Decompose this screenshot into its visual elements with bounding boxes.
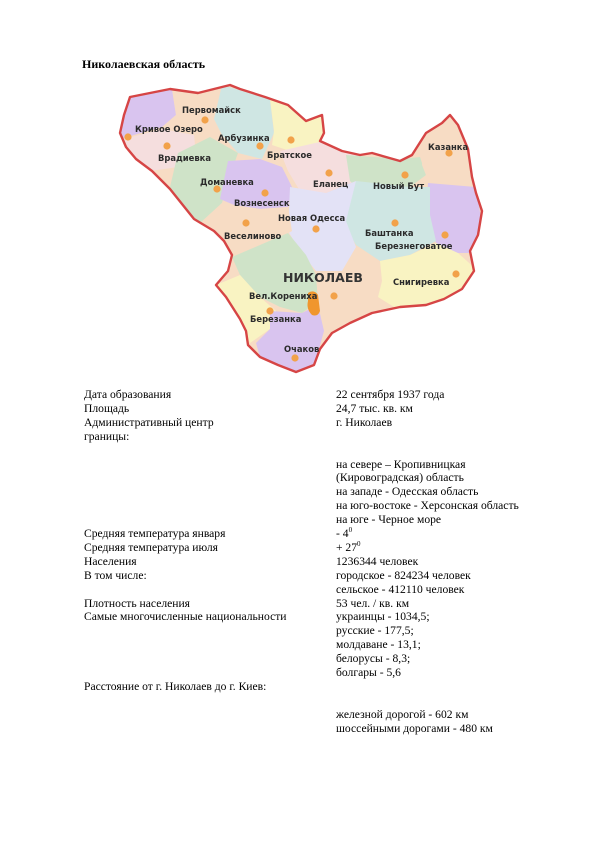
city-label: Арбузинка (218, 133, 270, 143)
info-value-text: на юге - Черное море (336, 513, 442, 527)
info-value-text: болгары - 5,6 (336, 666, 401, 680)
city-label: Первомайск (182, 105, 241, 115)
degree-superscript: 0 (357, 539, 361, 548)
info-label (84, 513, 336, 527)
info-row (84, 624, 554, 638)
city-dot (291, 354, 298, 361)
city-dot (401, 171, 408, 178)
city-dot (261, 189, 268, 196)
info-row (84, 722, 554, 736)
spacer (84, 444, 554, 458)
info-value-text: - 4 (336, 527, 349, 541)
info-label (84, 583, 336, 597)
info-value-text: русские - 177,5; (336, 624, 414, 638)
info-label: Средняя температура января (84, 527, 226, 541)
info-value (336, 555, 554, 569)
info-value (336, 610, 554, 624)
info-value (336, 402, 554, 416)
info-row (84, 555, 554, 569)
city-label: Вел.Корениха (249, 291, 318, 301)
city-label: Казанка (428, 142, 469, 152)
city-dot (256, 142, 263, 149)
info-value (336, 541, 554, 555)
info-value-text: белорусы - 8,3; (336, 652, 411, 666)
info-value (336, 527, 554, 541)
info-label (84, 499, 336, 513)
info-value (336, 624, 554, 638)
city-label: Доманевка (200, 177, 254, 187)
city-dot (242, 219, 249, 226)
info-value-text: городское - 824234 человек (336, 568, 471, 582)
info-value-text: (Кировоградская) область (336, 471, 464, 485)
city-dot (325, 169, 332, 176)
city-label: Кривое Озеро (135, 124, 203, 134)
city-label: Снигиревка (393, 277, 450, 287)
city-label: Веселиново (224, 231, 282, 241)
city-dot (312, 225, 319, 232)
city-dot (124, 133, 131, 140)
info-value (336, 471, 554, 485)
info-value-text: 53 чел. / кв. км (336, 596, 410, 610)
info-value (336, 388, 554, 402)
info-row (84, 458, 554, 472)
city-dot (287, 136, 294, 143)
region-map (110, 75, 490, 385)
degree-superscript: 0 (348, 526, 353, 535)
info-value-text: на западе - Одесская область (336, 485, 479, 499)
info-value-text: сельское - 412110 человек (336, 582, 465, 596)
city-label: Вознесенск (234, 198, 290, 208)
info-value (336, 722, 554, 736)
info-label: Населения (84, 554, 137, 568)
info-row (84, 652, 554, 666)
page-title: Николаевская область (82, 57, 206, 71)
info-value (336, 583, 554, 597)
capital-label: НИКОЛАЕВ (283, 270, 363, 285)
info-row (84, 583, 554, 597)
city-dot (163, 142, 170, 149)
info-row (84, 666, 554, 680)
city-label: Баштанка (365, 228, 414, 238)
info-value-text: 1236344 человек (336, 554, 419, 568)
info-row (84, 610, 554, 624)
info-label: Расстояние от г. Николаев до г. Киев: (84, 680, 267, 694)
info-row (84, 541, 554, 555)
info-label (84, 624, 336, 638)
info-value (336, 597, 554, 611)
info-value-text: железной дорогой - 602 км (336, 707, 469, 721)
info-row (84, 513, 554, 527)
map-regions (110, 75, 490, 385)
info-row (84, 680, 554, 694)
city-label: Березанка (250, 314, 302, 324)
info-value-text: шоссейными дорогами - 480 км (336, 721, 493, 735)
info-value (336, 416, 554, 430)
city-dot (441, 231, 448, 238)
info-label (84, 708, 336, 722)
info-row (84, 597, 554, 611)
info-value-text: украинцы - 1034,5; (336, 610, 430, 624)
city-dot (391, 219, 398, 226)
spacer (84, 694, 554, 708)
info-row (84, 569, 554, 583)
info-value (336, 458, 554, 472)
info-row (84, 416, 554, 430)
info-row (84, 485, 554, 499)
info-value (336, 485, 554, 499)
city-label: Очаков (284, 344, 320, 354)
info-value (336, 638, 554, 652)
city-dot (330, 292, 337, 299)
info-value-text: г. Николаев (336, 415, 393, 429)
info-row (84, 708, 554, 722)
info-value (336, 708, 554, 722)
info-label (84, 485, 336, 499)
info-value-text: 22 сентября 1937 года (336, 388, 445, 401)
info-label (84, 458, 336, 472)
map-svg (110, 75, 490, 385)
info-value (336, 652, 554, 666)
city-label: Братское (267, 150, 312, 160)
info-row (84, 527, 554, 541)
city-dot (201, 116, 208, 123)
info-row (84, 499, 554, 513)
info-value (336, 499, 554, 513)
info-label (84, 722, 336, 736)
info-value (336, 569, 554, 583)
city-label: Новый Бут (373, 181, 425, 191)
info-row (84, 638, 554, 652)
city-label: Новая Одесса (278, 213, 346, 223)
info-label: границы: (84, 429, 130, 443)
info-label: Площадь (84, 401, 130, 415)
city-label: Еланец (313, 179, 349, 189)
info-value-text: на юго-востоке - Херсонская область (336, 499, 519, 513)
info-value-text: молдаване - 13,1; (336, 638, 421, 652)
info-row (84, 430, 554, 444)
city-dot (452, 270, 459, 277)
city-label: Березнеговатое (375, 241, 453, 251)
info-value-text: + 27 (336, 540, 358, 554)
info-label: Плотность населения (84, 596, 191, 610)
info-label: В том числе: (84, 568, 147, 582)
info-label: Административный центр (84, 415, 214, 429)
info-value (336, 430, 554, 444)
city-label: Вpадиевка (158, 153, 211, 163)
info-row (84, 402, 554, 416)
info-label: Самые многочисленные национальности (84, 610, 287, 624)
info-label (84, 652, 336, 666)
info-value-text: 24,7 тыс. кв. км (336, 401, 413, 415)
info-value (336, 680, 554, 694)
info-label (84, 471, 336, 485)
info-value (336, 666, 554, 680)
info-value (336, 513, 554, 527)
info-label: Средняя температура июля (84, 540, 218, 554)
info-row (84, 388, 554, 402)
info-row (84, 471, 554, 485)
info-table (84, 388, 554, 736)
info-label (84, 666, 336, 680)
info-value-text: на севере – Кропивницкая (336, 457, 466, 471)
info-label (84, 638, 336, 652)
info-label: Дата образования (84, 388, 172, 401)
